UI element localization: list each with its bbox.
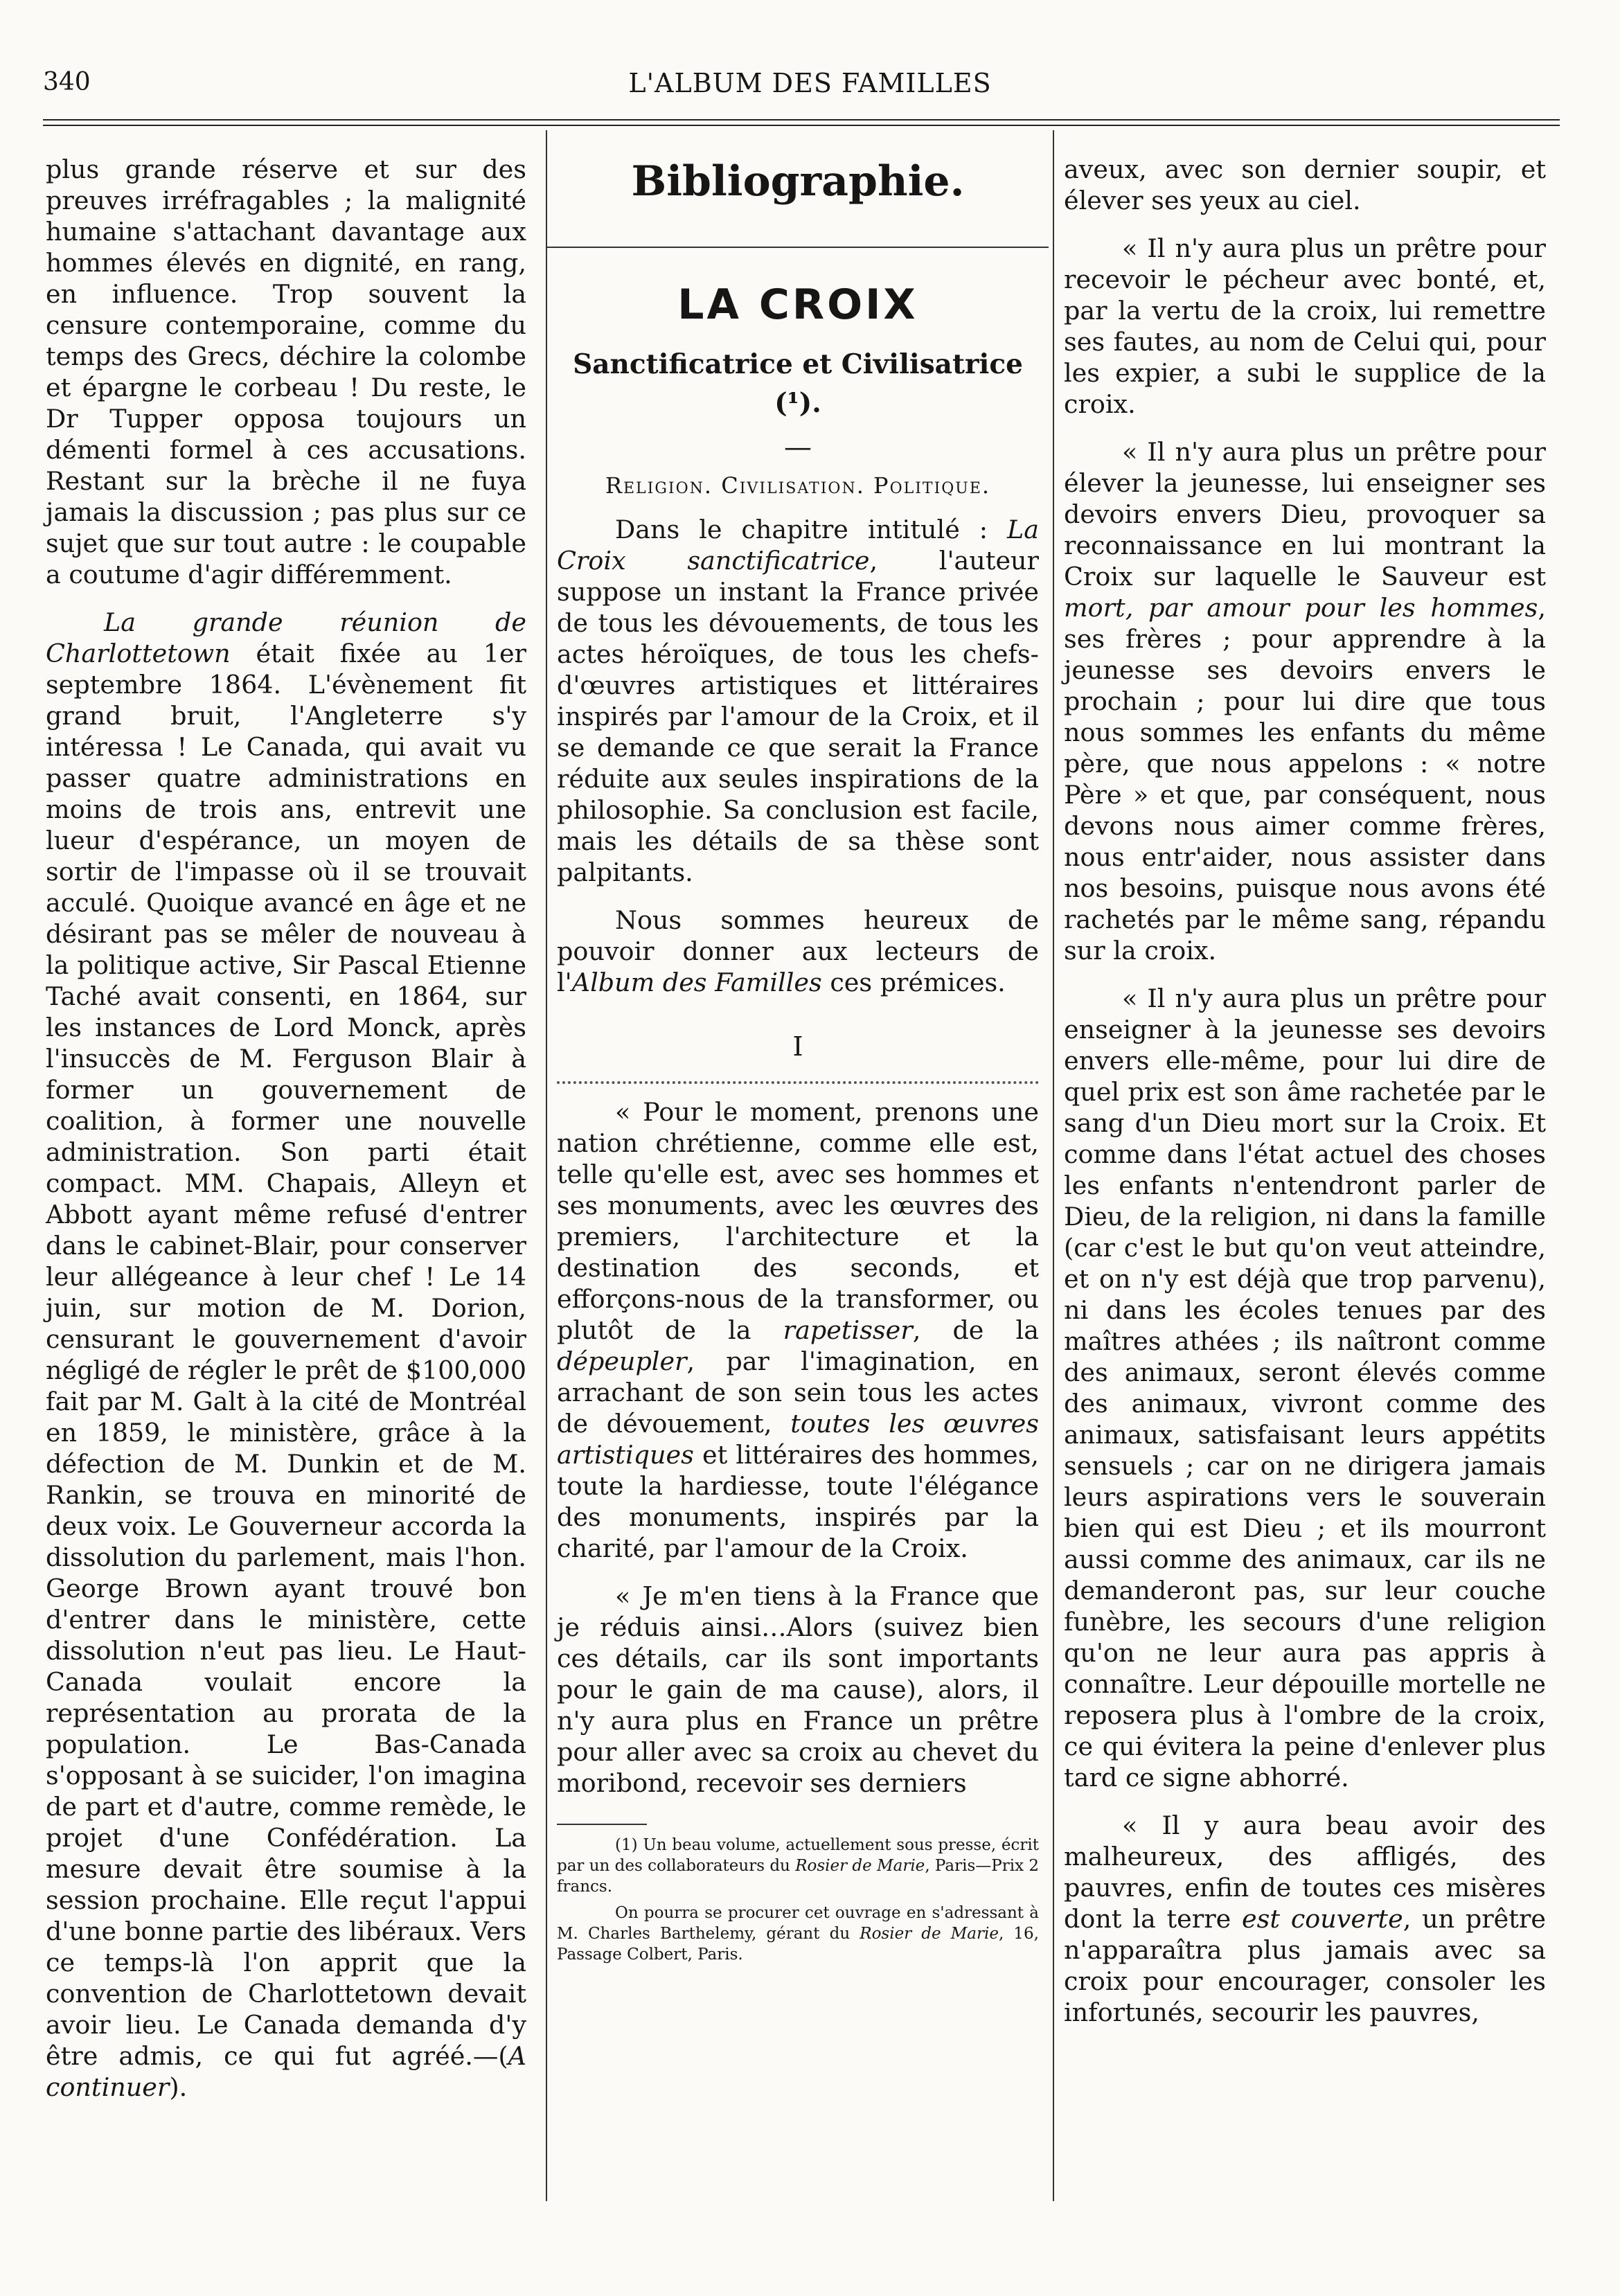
paragraph-text: ces prémices.: [821, 968, 1006, 997]
paragraph: « Je m'en tiens à la France que je réduis ainsi…Alors (suivez bien ces détails, car ils sont importants pour le gain de ma cause), alors, il n'y aura plus en France un prêtre pour aller avec sa croix au chevet du moribond, recevoir ses derniers: [557, 1581, 1039, 1798]
footnote: [557, 1903, 1039, 1965]
paragraph: plus grande réserve et sur des preuves irréfragables ; la malignité humaine s'attachant davantage aux hommes élevés en dignité, en rang, en influence. Trop souvent la censure contemporaine, comme du temps des Grecs, déchire la colombe et épargne le corbeau ! Du reste, le Dr Tupper opposa toujours un démenti formel à ces accusations. Restant sur la brèche il ne fuya jamais la discussion ; pas plus sur ce sujet que sur tout autre : le coupable a coutume d'agir différemment.: [46, 154, 526, 589]
italic-text: La grande réunion de Charlottetown: [46, 607, 526, 668]
paragraph-text: « Il n'y aura plus un prêtre pour élever la jeunesse, lui enseigner ses devoirs envers Dieu, provoquer sa reconnaissance en lui montrant la Croix sur laquelle le Sauveur est: [1064, 437, 1546, 591]
article-title: LA CROIX: [677, 281, 918, 329]
italic-text: La Croix sanctificatrice: [557, 515, 1039, 576]
paragraph-text: , ses frères ; pour apprendre à la jeunesse ses devoirs envers le prochain ; pour lui dire que tous nous sommes les enfants du même père, que nous appelons : « notre Père » et que, par conséquent, nous devons nous aimer comme frères, nous entr'aider, nous assister dans nos besoins, puisque nous avons été rachetés par le même sang, répandu sur la croix.: [1064, 593, 1546, 965]
paragraph: [557, 514, 1039, 888]
section-rule: [547, 247, 1049, 248]
column-left: [46, 154, 526, 2103]
paragraph-text: , un prêtre n'apparaîtra plus jamais avec sa croix pour encourager, consoler les infortunés, secourir les pauvres,: [1064, 1904, 1546, 2027]
paragraph: [1064, 436, 1546, 966]
footnote: [557, 1835, 1039, 1897]
footnote-text: , Paris—Prix 2 francs.: [557, 1857, 1039, 1896]
paragraph: « Il n'y aura plus un prêtre pour enseigner à la jeunesse ses devoirs envers elle-même, pour lui dire de quel prix est son âme rachetée par le sang d'un Dieu mort sur la Croix. Et comme dans l'état actuel des choses les enfants n'entendront parler de Dieu, de la religion, ni dans la famille (car c'est le but qu'on veut atteindre, et on n'y est déjà que trop parvenu), ni dans les écoles tenues par des maîtres athées ; ils naîtront comme des animaux, seront élevés comme des animaux, vivront comme des animaux, satisfaisant leurs appétits sensuels ; car on ne dirigera jamais leurs aspirations vers le souverain bien qui est Dieu ; et ils mourront aussi comme des animaux, car ils ne demanderont pas, sur leur couche funèbre, les secours d'une religion qu'on ne leur aura pas appris à connaître. Leur dépouille mortelle ne reposera plus à l'ombre de la croix, ce qui évitera la peine d'enlever plus tard ce signe abhorré.: [1064, 984, 1546, 1792]
paragraph: « Il n'y aura plus un prêtre pour recevoir le pécheur avec bonté, et, par la vertu de la croix, lui remettre ses fautes, au nom de Celui qui, pour les expier, a subi le supplice de la croix.: [1064, 233, 1546, 419]
italic-text: Rosier de Marie: [795, 1857, 925, 1875]
article-rubric: Religion. Civilisation. Politique.: [605, 472, 991, 499]
paragraph-text: Nous sommes heureux de pouvoir donner aux lecteurs de l': [557, 905, 1039, 997]
page-number: 340: [43, 68, 91, 96]
paragraph-text: et littéraires des hommes, toute la hardiesse, toute l'élégance des monuments, inspirés par la charité, par l'amour de la Croix.: [557, 1440, 1039, 1563]
paragraph-text: « Pour le moment, prenons une nation chrétienne, comme elle est, telle qu'elle est, avec ses hommes et ses monuments, avec les œuvres des premiers, l'architecture et la destination des seconds, et efforçons-nous de la transformer, ou plutôt de la: [557, 1097, 1039, 1345]
footnote-rule: [557, 1824, 647, 1825]
column-rule-left: [546, 130, 547, 2201]
italic-text: A continuer: [46, 2041, 526, 2102]
part-number: I: [792, 1031, 803, 1062]
paragraph: [557, 905, 1039, 998]
paragraph-text: , de la: [912, 1315, 1039, 1345]
italic-text: Album des Familles: [571, 968, 822, 997]
column-rule-right: [1053, 130, 1054, 2201]
paragraph: [557, 1096, 1039, 1564]
header-rule-top: [43, 119, 1560, 121]
footnote-text: , 16, Passage Colbert, Paris.: [557, 1925, 1039, 1964]
journal-title: L'ALBUM DES FAMILLES: [628, 68, 992, 98]
italic-text: toutes les œuvres artistiques: [557, 1409, 1039, 1470]
italic-text: rapetisser: [783, 1315, 913, 1345]
paragraph-text: était fixée au 1er septembre 1864. L'évènement fit grand bruit, l'Angleterre s'y intéressa ! Le Canada, qui avait vu passer quatre administrations en moins de trois ans, entrevit une lueur d'espérance, un moyen de sortir de l'impasse où il se trouvait acculé. Quoique avancé en âge et ne désirant pas se mêler de nouveau à la politique active, Sir Pascal Etienne Taché avait consenti, en 1864, sur les instances de Lord Monck, après l'insuccès de M. Ferguson Blair à former un gouvernement de coalition, à former une nouvelle administration. Son parti était compact. MM. Chapais, Alleyn et Abbott ayant même refusé d'entrer dans le cabinet-Blair, pour conserver leur allégeance à leur chef ! Le 14 juin, sur motion de M. Dorion, censurant le gouvernement d'avoir négligé de régler le prêt de $100,000 fait par M. Galt à la cité de Montréal en 1859, le ministère, grâce à la défection de M. Dunkin et de M. Rankin, se trouva en minorité de deux voix. Le Gouverneur accorda la dissolution du parlement, mais l'hon. George Brown ayant trouvé bon d'entrer dans le ministère, cette dissolution n'eut pas lieu. Le Haut-Canada voulait encore la représentation au prorata de la population. Le Bas-Canada s'opposant à se suicider, l'on imagina de part et d'autre, comme remède, le projet d'une Confédération. La mesure devait être soumise à la session prochaine. Elle reçut l'appui d'une bonne partie des libéraux. Vers ce temps-là l'on apprit que la convention de Charlottetown devait avoir lieu. Le Canada demanda d'y être admis, ce qui fut agréé.—(: [46, 639, 526, 2071]
paragraph: [1064, 1810, 1546, 2028]
paragraph-text: « Il y aura beau avoir des malheureux, des affligés, des pauvres, enfin de toutes ces misères dont la terre: [1064, 1810, 1546, 1934]
italic-text: mort, par amour pour les hommes: [1064, 593, 1538, 623]
footnote-text: On pourra se procurer cet ouvrage en s'adressant à M. Charles Barthelemy, gérant du: [557, 1904, 1039, 1943]
paragraph-text: , par l'imagination, en arrachant de son sein tous les actes de dévouement,: [557, 1346, 1039, 1439]
paragraph-text: Dans le chapitre intitulé :: [615, 515, 1007, 544]
article-subtitle: Sanctificatrice et Civilisatrice (¹).: [573, 348, 1023, 419]
paragraph: aveux, avec son dernier soupir, et élever ses yeux au ciel.: [1064, 154, 1546, 215]
dotted-rule: [557, 1081, 1039, 1084]
column-right: [1064, 154, 1546, 2028]
paragraph: [46, 607, 526, 2103]
italic-text: Rosier de Marie: [860, 1925, 999, 1943]
section-heading: Bibliographie.: [631, 157, 965, 206]
paragraph-text: ).: [169, 2072, 188, 2102]
footnote-text: (1) Un beau volume, actuellement sous presse, écrit par un des collaborateurs du: [557, 1836, 1039, 1875]
italic-text: est couverte: [1242, 1904, 1403, 1934]
column-middle: [557, 154, 1039, 1965]
title-dash: —: [784, 431, 812, 463]
italic-text: dépeupler: [557, 1346, 687, 1376]
header-rule-bottom: [43, 125, 1560, 126]
paragraph-text: , l'auteur suppose un instant la France privée de tous les dévouements, de tous les actes héroïques, de tous les chefs-d'œuvres artistiques et littéraires inspirés par l'amour de la Croix, et il se demande ce que serait la France réduite aux seules inspirations de la philosophie. Sa conclusion est facile, mais les détails de sa thèse sont palpitants.: [557, 546, 1039, 887]
